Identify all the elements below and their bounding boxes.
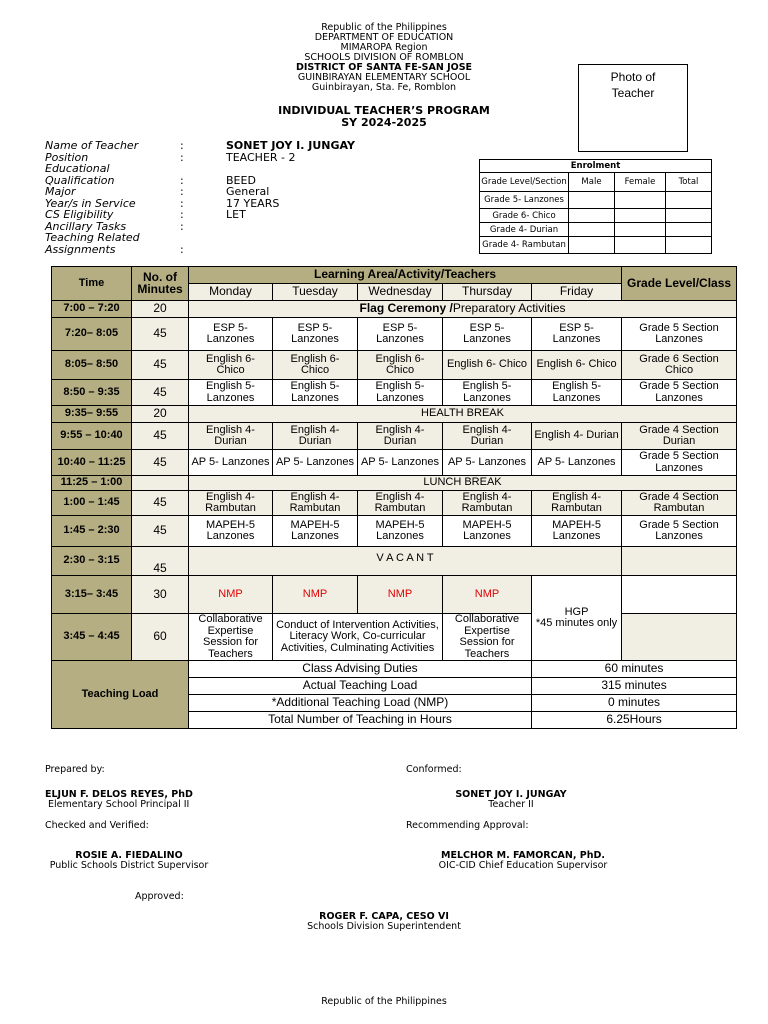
class-cell: English 4- Rambutan bbox=[443, 491, 532, 516]
enrolment-row bbox=[480, 209, 712, 223]
recommending-title: OIC-CID Chief Education Supervisor bbox=[438, 860, 608, 871]
info-label: Year/s in Service bbox=[45, 196, 136, 210]
nmp-cell: NMP bbox=[189, 576, 273, 614]
minutes-cell: 20 bbox=[132, 406, 189, 423]
day-thursday: Thursday bbox=[443, 284, 532, 301]
info-label: Name of Teacher bbox=[45, 139, 139, 152]
minutes-cell: 45 bbox=[132, 450, 189, 476]
table-row bbox=[52, 576, 737, 614]
class-cell: English 4- Rambutan bbox=[358, 491, 443, 516]
time-cell: 8:50 – 9:35 bbox=[52, 380, 132, 406]
enrolment-row bbox=[480, 237, 712, 254]
header-learning-area: Learning Area/Activity/Teachers bbox=[189, 267, 622, 284]
header-grade-level: Grade Level/Class bbox=[622, 267, 737, 301]
time-cell: 8:05– 8:50 bbox=[52, 351, 132, 380]
class-cell: AP 5- Lanzones bbox=[532, 450, 622, 476]
grade-cell: Grade 5 Section Lanzones bbox=[622, 516, 737, 547]
load-name: Total Number of Teaching in Hours bbox=[189, 712, 532, 729]
header-region: MIMAROPA Region bbox=[340, 42, 428, 53]
class-cell: AP 5- Lanzones bbox=[273, 450, 358, 476]
info-colon: : bbox=[180, 196, 184, 210]
info-label: Ancillary Tasks bbox=[45, 219, 127, 233]
class-cell: English 4- Durian bbox=[358, 423, 443, 450]
class-cell: AP 5- Lanzones bbox=[189, 450, 273, 476]
table-row bbox=[52, 423, 737, 450]
checked-verified-label: Checked and Verified: bbox=[45, 820, 149, 831]
load-value: 0 minutes bbox=[532, 695, 737, 712]
minutes-cell: 45 bbox=[132, 516, 189, 547]
conformed-name: SONET JOY I. JUNGAY bbox=[455, 789, 567, 800]
table-row bbox=[52, 614, 737, 661]
class-cell: English 5- Lanzones bbox=[273, 380, 358, 406]
time-cell: 10:40 – 11:25 bbox=[52, 450, 132, 476]
class-cell: English 4- Rambutan bbox=[532, 491, 622, 516]
header-address: Guinbirayan, Sta. Fe, Romblon bbox=[311, 82, 457, 93]
grade-cell bbox=[622, 547, 737, 576]
class-cell: MAPEH-5 Lanzones bbox=[189, 516, 273, 547]
vacant-cell: V A C A N T bbox=[189, 547, 622, 576]
info-colon: : bbox=[180, 219, 184, 233]
grade-cell: Grade 4 Section Durian bbox=[622, 423, 737, 450]
load-row bbox=[52, 661, 737, 678]
header-minutes: No. of Minutes bbox=[132, 267, 189, 301]
info-label: Teaching Related bbox=[45, 231, 140, 244]
table-row bbox=[52, 450, 737, 476]
enrolment-table bbox=[479, 159, 712, 254]
header-time: Time bbox=[52, 267, 132, 301]
ces-cell: Collaborative Expertise Session for Teachers bbox=[443, 614, 532, 661]
time-cell: 9:35– 9:55 bbox=[52, 406, 132, 423]
enrolment-section: Grade 4- Durian bbox=[480, 223, 569, 237]
ces-cell: Collaborative Expertise Session for Teachers bbox=[189, 614, 273, 661]
time-cell: 11:25 – 1:00 bbox=[52, 476, 132, 491]
info-colon: : bbox=[180, 242, 184, 256]
time-cell: 1:45 – 2:30 bbox=[52, 516, 132, 547]
enrolment-header: Total bbox=[666, 173, 712, 192]
minutes-cell: 45 bbox=[132, 491, 189, 516]
enrolment-header: Female bbox=[615, 173, 666, 192]
minutes-cell: 45 bbox=[132, 380, 189, 406]
hgp-label: HGP bbox=[564, 605, 589, 618]
grade-cell: Grade 4 Section Rambutan bbox=[622, 491, 737, 516]
photo-label-2: Teacher bbox=[611, 86, 655, 100]
minutes-cell: 60 bbox=[132, 614, 189, 661]
class-cell: ESP 5- Lanzones bbox=[532, 318, 622, 351]
class-cell: English 5- Lanzones bbox=[532, 380, 622, 406]
schedule-table bbox=[51, 266, 737, 729]
approved-label: Approved: bbox=[135, 891, 184, 902]
header-school: GUINBIRAYAN ELEMENTARY SCHOOL bbox=[297, 72, 471, 83]
class-cell: English 5- Lanzones bbox=[189, 380, 273, 406]
minutes-cell bbox=[132, 476, 189, 491]
class-cell: ESP 5- Lanzones bbox=[189, 318, 273, 351]
info-label: Position bbox=[45, 150, 89, 164]
class-cell: English 6- Chico bbox=[358, 351, 443, 380]
enrolment-header: Grade Level/Section bbox=[480, 173, 569, 192]
table-row bbox=[52, 301, 737, 318]
class-cell: English 4- Durian bbox=[273, 423, 358, 450]
time-cell: 1:00 – 1:45 bbox=[52, 491, 132, 516]
table-row bbox=[52, 547, 737, 576]
checked-title: Public Schools District Supervisor bbox=[49, 860, 209, 871]
minutes-cell: 45 bbox=[132, 351, 189, 380]
load-name: Actual Teaching Load bbox=[189, 678, 532, 695]
minutes-cell: 45 bbox=[132, 547, 189, 576]
table-row bbox=[52, 351, 737, 380]
info-label: Major bbox=[45, 185, 76, 198]
info-colon: : bbox=[180, 208, 184, 221]
conformed-label: Conformed: bbox=[406, 764, 462, 775]
class-cell: AP 5- Lanzones bbox=[443, 450, 532, 476]
title-year: SY 2024-2025 bbox=[341, 116, 427, 129]
approved-name: ROGER F. CAPA, CESO VI bbox=[319, 911, 449, 922]
conformed-title: Teacher II bbox=[488, 799, 534, 810]
info-colon: : bbox=[180, 173, 184, 187]
info-label: CS Eligibility bbox=[45, 208, 114, 221]
grade-cell: Grade 6 Section Chico bbox=[622, 351, 737, 380]
photo-placeholder bbox=[578, 64, 688, 152]
day-friday: Friday bbox=[532, 284, 622, 301]
load-name: *Additional Teaching Load (NMP) bbox=[189, 695, 532, 712]
recommending-name: MELCHOR M. FAMORCAN, PhD. bbox=[441, 850, 605, 861]
header-district: DISTRICT OF SANTA FE-SAN JOSE bbox=[295, 62, 473, 73]
class-cell: AP 5- Lanzones bbox=[358, 450, 443, 476]
info-value: BEED bbox=[226, 173, 256, 187]
class-cell: English 6- Chico bbox=[443, 351, 532, 380]
nmp-cell: NMP bbox=[443, 576, 532, 614]
class-cell: English 6- Chico bbox=[532, 351, 622, 380]
hgp-note: *45 minutes only bbox=[535, 617, 618, 629]
day-monday: Monday bbox=[189, 284, 273, 301]
grade-cell bbox=[622, 576, 737, 614]
table-row bbox=[52, 516, 737, 547]
class-cell: MAPEH-5 Lanzones bbox=[273, 516, 358, 547]
header-deped: DEPARTMENT OF EDUCATION bbox=[314, 32, 454, 43]
grade-cell bbox=[622, 614, 737, 661]
enrolment-section: Grade 5- Lanzones bbox=[480, 192, 569, 209]
info-colon: : bbox=[180, 150, 184, 164]
nmp-cell: NMP bbox=[273, 576, 358, 614]
minutes-cell: 30 bbox=[132, 576, 189, 614]
footer-republic: Republic of the Philippines bbox=[321, 996, 447, 1007]
approved-title: Schools Division Superintendent bbox=[307, 921, 461, 932]
grade-cell: Grade 5 Section Lanzones bbox=[622, 318, 737, 351]
header-republic: Republic of the Philippines bbox=[321, 22, 447, 33]
time-cell: 9:55 – 10:40 bbox=[52, 423, 132, 450]
info-value: 17 YEARS bbox=[226, 196, 280, 210]
time-cell: 3:45 – 4:45 bbox=[52, 614, 132, 661]
class-cell: ESP 5- Lanzones bbox=[273, 318, 358, 351]
minutes-cell: 20 bbox=[132, 301, 189, 318]
nmp-cell: NMP bbox=[358, 576, 443, 614]
lunch-break-cell: LUNCH BREAK bbox=[189, 476, 737, 491]
grade-cell: Grade 5 Section Lanzones bbox=[622, 380, 737, 406]
info-value: LET bbox=[226, 208, 246, 221]
teacher-name: SONET JOY I. JUNGAY bbox=[226, 139, 355, 152]
info-value: General bbox=[226, 185, 270, 198]
header-division: SCHOOLS DIVISION OF ROMBLON bbox=[304, 52, 464, 63]
class-cell: MAPEH-5 Lanzones bbox=[532, 516, 622, 547]
enrolment-row bbox=[480, 192, 712, 209]
checked-name: ROSIE A. FIEDALINO bbox=[75, 850, 183, 861]
table-row bbox=[52, 318, 737, 351]
photo-label-1: Photo of bbox=[610, 70, 656, 84]
class-cell: English 4- Durian bbox=[532, 423, 622, 450]
class-cell: English 4- Rambutan bbox=[189, 491, 273, 516]
table-row bbox=[52, 380, 737, 406]
time-cell: 3:15– 3:45 bbox=[52, 576, 132, 614]
prepared-by-label: Prepared by: bbox=[45, 764, 105, 775]
class-cell: ESP 5- Lanzones bbox=[443, 318, 532, 351]
class-cell: English 6- Chico bbox=[273, 351, 358, 380]
class-cell: ESP 5- Lanzones bbox=[358, 318, 443, 351]
class-cell: English 4- Durian bbox=[443, 423, 532, 450]
prepared-by-name: ELJUN F. DELOS REYES, PhD bbox=[45, 789, 193, 800]
class-cell: English 4- Durian bbox=[189, 423, 273, 450]
info-label: Educational bbox=[45, 162, 110, 175]
class-cell: English 5- Lanzones bbox=[358, 380, 443, 406]
time-cell: 7:00 – 7:20 bbox=[52, 301, 132, 318]
minutes-cell: 45 bbox=[132, 423, 189, 450]
table-row bbox=[52, 491, 737, 516]
enrolment-section: Grade 6- Chico bbox=[480, 209, 569, 223]
info-value: TEACHER - 2 bbox=[226, 150, 296, 164]
time-cell: 2:30 – 3:15 bbox=[52, 547, 132, 576]
load-value: 60 minutes bbox=[532, 661, 737, 678]
day-wednesday: Wednesday bbox=[358, 284, 443, 301]
document-title bbox=[234, 105, 534, 129]
class-cell: English 4- Rambutan bbox=[273, 491, 358, 516]
class-cell: English 6- Chico bbox=[189, 351, 273, 380]
table-row bbox=[52, 476, 737, 491]
hgp-cell bbox=[532, 576, 622, 661]
class-cell: English 5- Lanzones bbox=[443, 380, 532, 406]
info-label: Qualification bbox=[45, 173, 115, 187]
minutes-cell: 45 bbox=[132, 318, 189, 351]
intervention-cell: Conduct of Intervention Activities, Literacy Work, Co-curricular Activities, Culminating Activities bbox=[273, 614, 443, 661]
prepared-by-title: Elementary School Principal II bbox=[48, 799, 190, 810]
title-main: INDIVIDUAL TEACHER’S PROGRAM bbox=[278, 104, 490, 117]
load-value: 6.25Hours bbox=[532, 712, 737, 729]
load-name: Class Advising Duties bbox=[189, 661, 532, 678]
recommending-label: Recommending Approval: bbox=[406, 820, 529, 831]
table-row bbox=[52, 406, 737, 423]
enrolment-title: Enrolment bbox=[480, 160, 712, 173]
class-cell: MAPEH-5 Lanzones bbox=[443, 516, 532, 547]
flag-ceremony-label: Flag Ceremony / bbox=[359, 301, 453, 316]
grade-cell: Grade 5 Section Lanzones bbox=[622, 450, 737, 476]
teaching-load-label: Teaching Load bbox=[52, 661, 189, 729]
enrolment-section: Grade 4- Rambutan bbox=[480, 237, 569, 254]
document-header bbox=[234, 23, 534, 93]
flag-ceremony-cell bbox=[189, 301, 737, 318]
health-break-cell: HEALTH BREAK bbox=[189, 406, 737, 423]
preparatory-label: Preparatory Activities bbox=[452, 301, 566, 316]
time-cell: 7:20– 8:05 bbox=[52, 318, 132, 351]
load-value: 315 minutes bbox=[532, 678, 737, 695]
class-cell: MAPEH-5 Lanzones bbox=[358, 516, 443, 547]
enrolment-row bbox=[480, 223, 712, 237]
info-colon: : bbox=[180, 185, 184, 198]
info-label: Assignments bbox=[45, 242, 116, 256]
day-tuesday: Tuesday bbox=[273, 284, 358, 301]
enrolment-header: Male bbox=[569, 173, 615, 192]
info-colon: : bbox=[180, 139, 184, 152]
